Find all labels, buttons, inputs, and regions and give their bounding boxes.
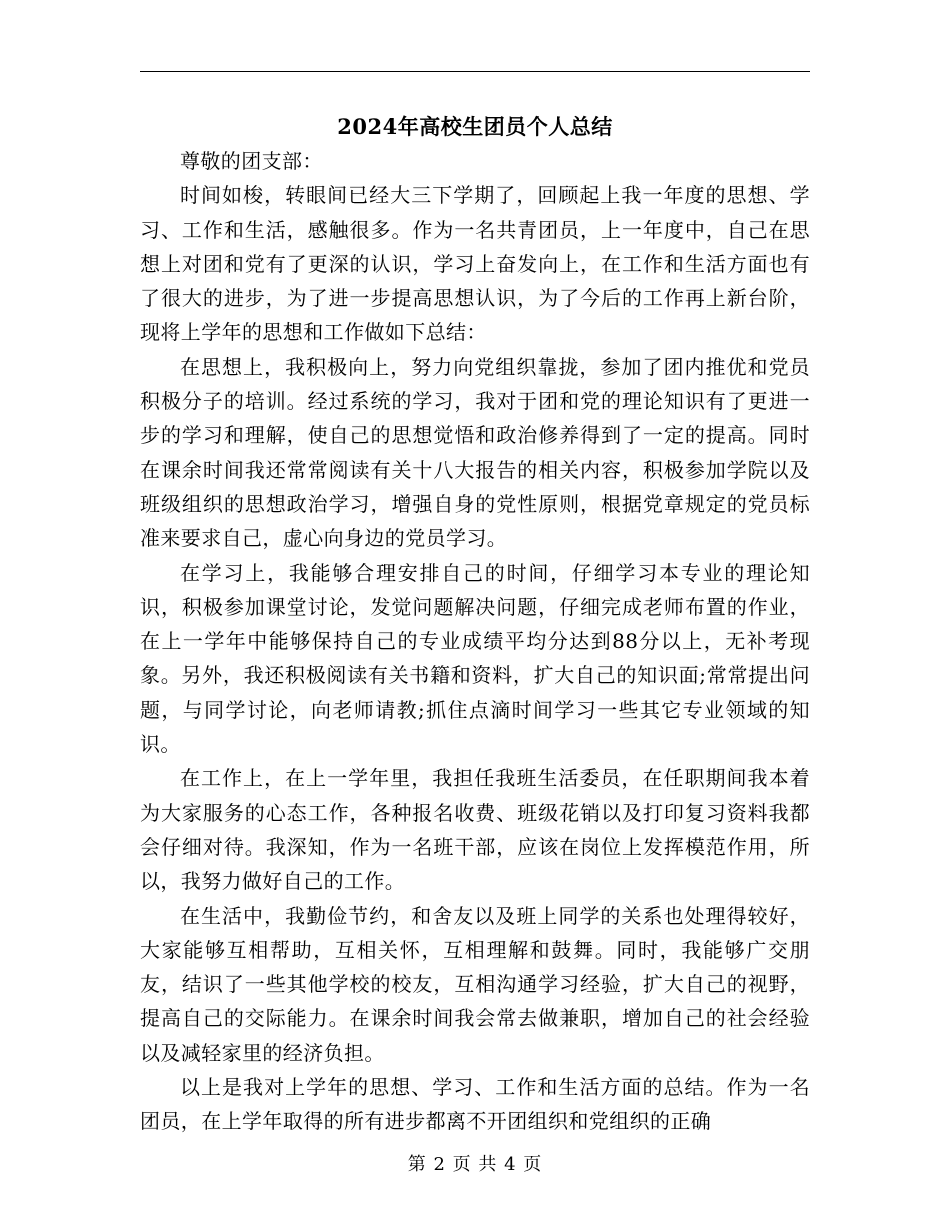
paragraph-life: 在生活中，我勤俭节约，和舍友以及班上同学的关系也处理得较好，大家能够互相帮助，互相关怀，互相理解和鼓舞。同时，我能够广交朋友，结识了一些其他学校的校友，互相沟通学习经验，扩大自己的视野，提高自己的交际能力。在课余时间我会常去做兼职，增加自己的社会经验以及减轻家里的经济负担。 — [140, 903, 810, 1065]
page-number: 第 2 页 共 4 页 — [407, 1154, 543, 1175]
paragraph-thought: 在思想上，我积极向上，努力向党组织靠拢，参加了团内推优和党员积极分子的培训。经过系统的学习，我对于团和党的理论知识有了更进一步的学习和理解，使自己的思想觉悟和政治修养得到了一定的提高。同时在课余时间我还常常阅读有关十八大报告的相关内容，积极参加学院以及班级组织的思想政治学习，增强自身的党性原则，根据党章规定的党员标准来要求自己，虚心向身边的党员学习。 — [140, 354, 810, 551]
paragraph-work: 在工作上，在上一学年里，我担任我班生活委员，在任职期间我本着为大家服务的心态工作，各种报名收费、班级花销以及打印复习资料我都会仔细对待。我深知，作为一名班干部，应该在岗位上发挥模范作用，所以，我努力做好自己的工作。 — [140, 766, 810, 894]
document-title: 2024年高校生团员个人总结 — [337, 114, 613, 139]
salutation: 尊敬的团支部： — [180, 149, 323, 173]
paragraph-conclusion: 以上是我对上学年的思想、学习、工作和生活方面的总结。作为一名团员，在上学年取得的所有进步都离不开团组织和党组织的正确 — [140, 1075, 810, 1134]
paragraph-intro: 时间如梭，转眼间已经大三下学期了，回顾起上我一年度的思想、学习、工作和生活，感触很多。作为一名共青团员，上一年度中，自己在思想上对团和党有了更深的认识，学习上奋发向上，在工作和生活方面也有了很大的进步，为了进一步提高思想认识，为了今后的工作再上新台阶，现将上学年的思想和工作做如下总结： — [140, 183, 810, 345]
paragraph-study: 在学习上，我能够合理安排自己的时间，仔细学习本专业的理论知识，积极参加课堂讨论，发觉问题解决问题，仔细完成老师布置的作业，在上一学年中能够保持自己的专业成绩平均分达到88分以上，无补考现象。另外，我还积极阅读有关书籍和资料，扩大自己的知识面;常常提出问题，与同学讨论，向老师请教;抓住点滴时间学习一些其它专业领域的知识。 — [140, 560, 810, 757]
header-rule — [140, 71, 810, 72]
document-body — [140, 144, 810, 1139]
